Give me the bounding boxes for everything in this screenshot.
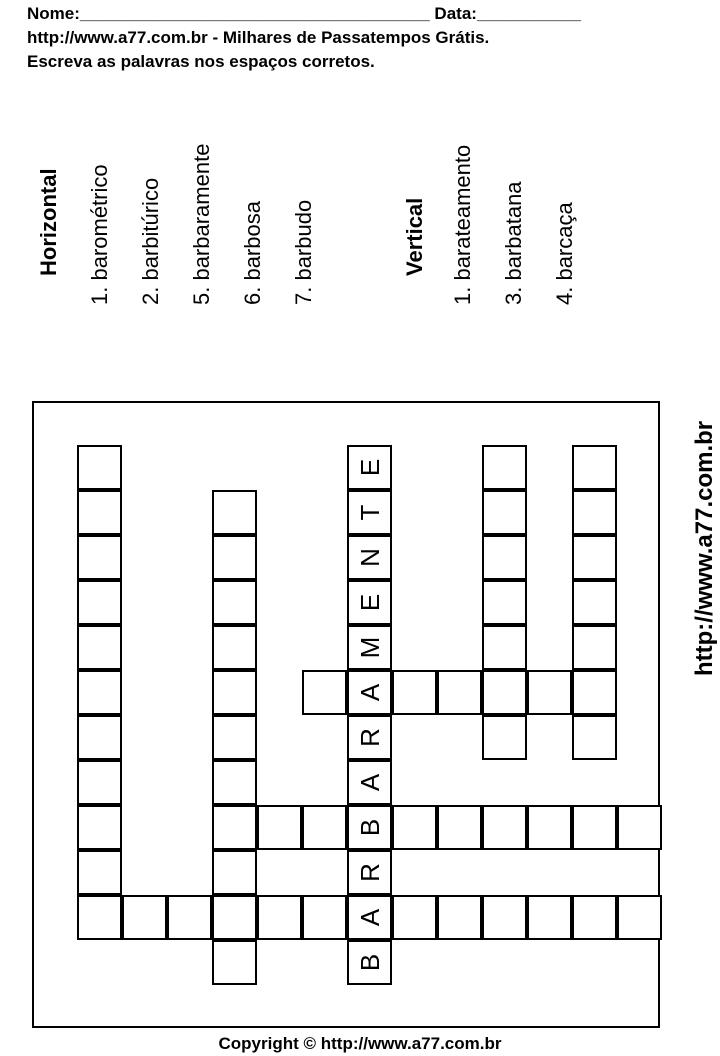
grid-cell[interactable] [572,715,617,760]
clue-horizontal-5: 5. barbaramente [189,143,214,305]
grid-cell[interactable] [392,670,437,715]
grid-cell[interactable] [482,805,527,850]
grid-cell[interactable] [482,715,527,760]
grid-cell[interactable] [77,760,122,805]
grid-cell[interactable] [212,535,257,580]
name-date-line: Nome:_____________________________________ Data:___________ [27,4,581,23]
grid-letter: R [354,863,385,882]
grid-cell[interactable] [302,895,347,940]
grid-cell[interactable] [617,805,662,850]
grid-cell[interactable] [437,670,482,715]
grid-cell[interactable] [572,535,617,580]
copyright-footer: Copyright © http://www.a77.com.br [218,1034,502,1053]
grid-letter: M [354,636,385,659]
grid-letter: A [354,773,385,792]
grid-letter: E [354,593,385,612]
vertical-title: Vertical [402,197,427,276]
clue-vertical-4: 4. barcaça [552,202,577,305]
clue-horizontal-1: 1. barométrico [87,164,112,305]
grid-cell[interactable] [572,805,617,850]
grid-cell[interactable] [77,445,122,490]
clue-vertical-1: 1. barateamento [450,144,475,305]
grid-cell[interactable] [77,625,122,670]
grid-cell[interactable] [572,895,617,940]
grid-cell[interactable] [482,670,527,715]
grid-cell[interactable] [212,940,257,985]
grid-letter: B [354,953,385,972]
grid-cell[interactable] [77,715,122,760]
grid-letter: R [354,728,385,747]
site-line: http://www.a77.com.br - Milhares de Passatempos Grátis. [27,28,490,47]
grid-letter: E [354,458,385,477]
grid-cell[interactable] [437,805,482,850]
grid-cell[interactable] [77,490,122,535]
grid-cell[interactable] [212,760,257,805]
side-url: http://www.a77.com.br [691,420,718,676]
grid-cell[interactable] [617,895,662,940]
grid-cell[interactable] [527,670,572,715]
grid-cell[interactable] [212,805,257,850]
grid-cell[interactable] [572,445,617,490]
grid-cell[interactable] [122,895,167,940]
grid-cell[interactable] [77,670,122,715]
grid-cell[interactable] [482,490,527,535]
grid-cell[interactable] [482,895,527,940]
grid-cell[interactable] [572,580,617,625]
grid-cell[interactable] [77,580,122,625]
grid-cell[interactable] [302,805,347,850]
grid-cell[interactable] [212,490,257,535]
grid-cell[interactable] [77,850,122,895]
grid-cell[interactable] [482,625,527,670]
grid-cell[interactable] [527,805,572,850]
grid-cell[interactable] [392,895,437,940]
grid-cell[interactable] [77,535,122,580]
clue-vertical-3: 3. barbatana [501,181,526,305]
grid-cell[interactable] [527,895,572,940]
grid-cell[interactable] [167,895,212,940]
grid-cell[interactable] [212,625,257,670]
grid-cell[interactable] [572,670,617,715]
grid-cell[interactable] [392,805,437,850]
clue-horizontal-7: 7. barbudo [291,199,316,305]
instructions-line: Escreva as palavras nos espaços corretos. [27,52,375,71]
grid-cell[interactable] [482,535,527,580]
grid-cell[interactable] [302,670,347,715]
grid-letter: B [354,818,385,837]
horizontal-title: Horizontal [36,168,61,276]
grid-cell[interactable] [212,895,257,940]
grid-cell[interactable] [482,445,527,490]
grid-cell[interactable] [212,715,257,760]
grid-cell[interactable] [572,490,617,535]
grid-cell[interactable] [572,625,617,670]
grid-cell[interactable] [212,850,257,895]
clue-horizontal-2: 2. barbitúrico [138,177,163,305]
grid-cell[interactable] [257,895,302,940]
grid-letter: A [354,683,385,702]
grid-cell[interactable] [77,895,122,940]
grid-cell[interactable] [212,580,257,625]
grid-cell[interactable] [212,670,257,715]
grid-letter: A [354,908,385,927]
grid-cell[interactable] [77,805,122,850]
grid-cell[interactable] [257,805,302,850]
grid-letter: T [354,504,385,521]
grid-cell[interactable] [437,895,482,940]
grid-cell[interactable] [482,580,527,625]
grid-letter: N [354,548,385,567]
clue-horizontal-6: 6. barbosa [240,201,265,305]
